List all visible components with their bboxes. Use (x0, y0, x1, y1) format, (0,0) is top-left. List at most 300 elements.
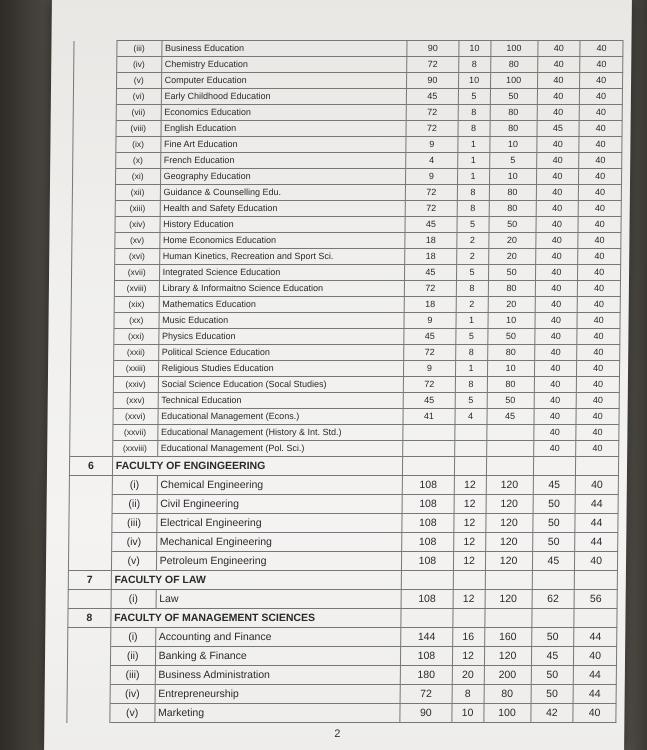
course-number: (xiii) (115, 201, 160, 217)
value-c5: 44 (575, 514, 618, 533)
value-c1: 9 (406, 137, 457, 153)
value-c4: 50 (531, 685, 574, 704)
course-number: (xxvi) (113, 409, 158, 425)
value-c3: 80 (490, 121, 537, 137)
value-c5: 40 (575, 476, 618, 495)
value-c1: 41 (403, 409, 454, 425)
index-cell (74, 73, 117, 89)
index-cell (67, 647, 110, 666)
table-row (74, 41, 623, 57)
document-page (44, 0, 632, 750)
value-c4: 45 (537, 121, 580, 137)
course-name: Music Education (159, 313, 405, 329)
value-c5: 40 (578, 281, 621, 297)
course-name: Fine Art Education (160, 137, 406, 153)
index-cell (70, 393, 113, 409)
admission-quota-table (66, 40, 623, 723)
course-name: Integrated Science Education (159, 265, 405, 281)
course-number: (i) (110, 628, 155, 647)
value-c4: 40 (534, 345, 577, 361)
index-cell (74, 57, 117, 73)
course-name: Educational Management (History & Int. Std.) (157, 425, 403, 441)
value-c2: 4 (454, 409, 486, 425)
course-number: (xxi) (114, 329, 159, 345)
value-c2: 5 (455, 329, 487, 345)
course-number: (xxii) (113, 345, 158, 361)
value-c1: 45 (405, 217, 456, 233)
faculty-name: FACULTY OF ENGINGEERING (112, 457, 403, 476)
value-c2: 20 (452, 666, 484, 685)
value-c5: 40 (577, 345, 620, 361)
value-c1: 72 (406, 105, 457, 121)
value-c2: 5 (456, 217, 488, 233)
value-c1: 72 (400, 685, 451, 704)
course-name: Computer Education (161, 73, 407, 89)
value-c4: 40 (536, 217, 579, 233)
table-row (67, 666, 616, 685)
course-name: Physics Education (158, 329, 404, 345)
table-row (73, 121, 622, 137)
table-row (71, 265, 620, 281)
value-c1: 108 (402, 514, 453, 533)
table-row (67, 704, 616, 723)
value-c1: 180 (400, 666, 451, 685)
value-c2: 1 (457, 137, 489, 153)
empty-cell (403, 457, 454, 476)
course-name: Early Childhood Education (161, 89, 407, 105)
value-c4: 40 (535, 233, 578, 249)
course-name: Political Science Education (158, 345, 404, 361)
index-cell (74, 41, 117, 57)
value-c1 (403, 425, 454, 441)
course-number: (xxiii) (113, 361, 158, 377)
index-cell (67, 666, 110, 685)
table-row (73, 137, 622, 153)
value-c3: 80 (488, 281, 535, 297)
course-number: (i) (112, 476, 157, 495)
index-cell (71, 297, 114, 313)
value-c3: 100 (483, 704, 530, 723)
table-row (72, 217, 621, 233)
course-name: English Education (161, 121, 407, 137)
value-c1: 9 (404, 361, 455, 377)
value-c3: 20 (488, 297, 535, 313)
table-row (69, 495, 618, 514)
course-number: (xix) (114, 297, 159, 313)
index-cell (68, 628, 111, 647)
value-c2: 8 (455, 345, 487, 361)
value-c1: 45 (404, 329, 455, 345)
index-cell (70, 425, 113, 441)
course-name: Business Administration (155, 666, 401, 685)
value-c4: 40 (533, 409, 576, 425)
course-name: Mechanical Engineering (156, 533, 402, 552)
value-c3: 200 (484, 666, 531, 685)
table-row (72, 233, 621, 249)
index-cell (72, 201, 115, 217)
value-c4: 40 (535, 249, 578, 265)
table-row (72, 249, 621, 265)
value-c4: 45 (531, 647, 574, 666)
index-cell (72, 169, 115, 185)
index-cell (71, 281, 114, 297)
course-name: Geography Education (160, 169, 406, 185)
value-c5: 40 (578, 265, 621, 281)
value-c2: 10 (451, 704, 483, 723)
course-number: (iv) (111, 533, 156, 552)
table-row (70, 393, 619, 409)
value-c1: 90 (407, 73, 458, 89)
value-c2: 8 (455, 377, 487, 393)
value-c4: 40 (535, 281, 578, 297)
value-c5: 44 (575, 495, 618, 514)
course-name: Electrical Engineering (156, 514, 402, 533)
table-row (71, 345, 620, 361)
table-row (70, 361, 619, 377)
course-name: Technical Education (158, 393, 404, 409)
course-number: (xxvii) (113, 425, 158, 441)
value-c5: 40 (579, 137, 622, 153)
value-c2: 12 (453, 590, 485, 609)
table-row (70, 425, 619, 441)
value-c2: 8 (458, 57, 490, 73)
index-cell (73, 89, 116, 105)
value-c5: 40 (579, 185, 622, 201)
value-c2 (454, 425, 486, 441)
course-number: (iii) (110, 666, 155, 685)
empty-cell (532, 571, 575, 590)
value-c5: 40 (579, 121, 622, 137)
course-number: (xi) (115, 169, 160, 185)
value-c1: 72 (405, 281, 456, 297)
value-c2: 1 (455, 361, 487, 377)
course-number: (iv) (110, 685, 155, 704)
value-c5: 40 (577, 377, 620, 393)
index-cell (72, 185, 115, 201)
index-cell (73, 105, 116, 121)
value-c3: 80 (489, 185, 536, 201)
course-number: (xvi) (114, 249, 159, 265)
value-c2: 1 (457, 153, 489, 169)
value-c4: 40 (537, 57, 580, 73)
value-c4: 40 (536, 201, 579, 217)
value-c2: 8 (452, 685, 484, 704)
course-name: Mathematics Education (159, 297, 405, 313)
value-c4: 40 (537, 73, 580, 89)
course-name: Human Kinetics, Recreation and Sport Sci. (159, 249, 405, 265)
value-c1: 45 (405, 265, 456, 281)
index-cell (71, 345, 114, 361)
index-cell (72, 249, 115, 265)
table-row (70, 409, 619, 425)
faculty-row (69, 457, 618, 476)
value-c4: 40 (533, 441, 576, 457)
value-c3: 50 (487, 329, 534, 345)
table-row (71, 329, 620, 345)
value-c2: 12 (453, 514, 485, 533)
course-number: (xxv) (113, 393, 158, 409)
table-row (71, 281, 620, 297)
course-number: (iii) (112, 514, 157, 533)
faculty-name: FACULTY OF MANAGEMENT SCIENCES (111, 609, 402, 628)
value-c4: 50 (531, 666, 574, 685)
value-c1: 108 (401, 590, 452, 609)
faculty-name: FACULTY OF LAW (111, 571, 402, 590)
index-cell (69, 495, 112, 514)
table-row (71, 313, 620, 329)
value-c3: 10 (487, 361, 534, 377)
table-row (70, 441, 619, 457)
table-row (72, 185, 621, 201)
course-number: (i) (111, 590, 156, 609)
value-c2: 1 (457, 169, 489, 185)
course-name: Home Economics Education (159, 233, 405, 249)
value-c5: 40 (574, 647, 617, 666)
table-row (69, 533, 618, 552)
empty-cell (531, 609, 574, 628)
faculty-number: 6 (69, 457, 112, 476)
value-c5: 40 (578, 201, 621, 217)
value-c4: 40 (535, 297, 578, 313)
value-c5: 40 (576, 441, 619, 457)
course-number: (v) (111, 552, 156, 571)
value-c3: 5 (489, 153, 536, 169)
course-number: (v) (110, 704, 155, 723)
value-c1: 108 (401, 647, 452, 666)
course-name: Library & Informaitno Science Education (159, 281, 405, 297)
table-row (67, 685, 616, 704)
course-number: (iii) (117, 41, 162, 57)
value-c2: 10 (458, 41, 490, 57)
table-body (67, 41, 623, 723)
value-c3: 50 (487, 393, 534, 409)
course-number: (ii) (110, 647, 155, 666)
value-c2: 5 (456, 265, 488, 281)
value-c5: 56 (574, 590, 617, 609)
value-c3 (486, 441, 533, 457)
value-c4: 50 (533, 495, 576, 514)
table-row (67, 647, 616, 666)
value-c4: 40 (537, 89, 580, 105)
value-c1: 9 (404, 313, 455, 329)
value-c1: 18 (405, 233, 456, 249)
course-name: Chemical Engineering (157, 476, 403, 495)
table-row (70, 377, 619, 393)
course-number: (xxiv) (113, 377, 158, 393)
value-c5: 40 (579, 169, 622, 185)
value-c3: 10 (489, 137, 536, 153)
value-c3: 120 (486, 495, 533, 514)
empty-cell (533, 457, 576, 476)
value-c5: 40 (580, 73, 623, 89)
course-name: Educational Management (Pol. Sci.) (157, 441, 403, 457)
index-cell (73, 137, 116, 153)
course-name: Marketing (154, 704, 400, 723)
value-c5: 40 (576, 425, 619, 441)
value-c3: 10 (488, 313, 535, 329)
value-c5: 40 (580, 41, 623, 57)
table-row (74, 73, 623, 89)
value-c2: 8 (457, 185, 489, 201)
value-c5: 40 (577, 297, 620, 313)
value-c2: 8 (457, 121, 489, 137)
course-number: (xvii) (114, 265, 159, 281)
value-c1: 108 (402, 533, 453, 552)
index-cell (72, 233, 115, 249)
value-c5: 40 (573, 704, 616, 723)
value-c5: 40 (576, 409, 619, 425)
value-c2: 2 (456, 249, 488, 265)
value-c3: 80 (484, 685, 531, 704)
value-c3: 50 (488, 265, 535, 281)
value-c5: 40 (577, 361, 620, 377)
index-cell (73, 153, 116, 169)
course-number: (iv) (116, 57, 161, 73)
course-number: (ix) (116, 137, 161, 153)
faculty-number: 7 (68, 571, 111, 590)
course-number: (vii) (116, 105, 161, 121)
empty-cell (576, 457, 619, 476)
value-c4: 40 (535, 265, 578, 281)
value-c1: 72 (405, 201, 456, 217)
empty-cell (574, 609, 617, 628)
course-name: Accounting and Finance (155, 628, 401, 647)
value-c2: 2 (456, 297, 488, 313)
empty-cell (452, 609, 484, 628)
value-c5: 40 (576, 393, 619, 409)
course-number: (viii) (116, 121, 161, 137)
value-c1: 108 (402, 552, 453, 571)
course-number: (xii) (115, 185, 160, 201)
index-cell (67, 704, 110, 723)
value-c1: 4 (406, 153, 457, 169)
value-c4: 40 (534, 361, 577, 377)
value-c3: 20 (488, 233, 535, 249)
index-cell (69, 476, 112, 495)
value-c5: 40 (578, 249, 621, 265)
table-row (72, 169, 621, 185)
value-c2: 12 (454, 495, 486, 514)
value-c3: 80 (490, 57, 537, 73)
value-c3: 50 (490, 89, 537, 105)
value-c4: 50 (532, 514, 575, 533)
faculty-row (68, 571, 617, 590)
value-c2: 8 (456, 281, 488, 297)
value-c3: 120 (485, 533, 532, 552)
table-row (73, 153, 622, 169)
course-name: Health and Safety Education (160, 201, 406, 217)
empty-cell (401, 571, 452, 590)
empty-cell (486, 457, 533, 476)
value-c2: 12 (452, 647, 484, 666)
value-c4: 40 (536, 169, 579, 185)
value-c3: 10 (489, 169, 536, 185)
value-c1: 45 (407, 89, 458, 105)
course-number: (ii) (112, 495, 157, 514)
table-row (72, 201, 621, 217)
value-c1: 72 (404, 377, 455, 393)
value-c4: 40 (536, 153, 579, 169)
value-c1: 144 (401, 628, 452, 647)
value-c3: 80 (490, 105, 537, 121)
faculty-number: 8 (68, 609, 111, 628)
value-c3: 160 (484, 628, 531, 647)
index-cell (70, 409, 113, 425)
value-c4: 40 (537, 105, 580, 121)
value-c2 (454, 441, 486, 457)
value-c4: 40 (534, 329, 577, 345)
index-cell (68, 552, 111, 571)
value-c4: 40 (536, 185, 579, 201)
empty-cell (485, 571, 532, 590)
value-c3: 45 (487, 409, 534, 425)
value-c2: 8 (457, 201, 489, 217)
course-number: (v) (116, 73, 161, 89)
index-cell (72, 217, 115, 233)
value-c5: 40 (577, 329, 620, 345)
value-c1: 18 (405, 249, 456, 265)
table-row (68, 552, 617, 571)
table-row (69, 476, 618, 495)
value-c2: 16 (452, 628, 484, 647)
value-c5: 40 (578, 217, 621, 233)
course-name: Religious Studies Education (158, 361, 404, 377)
value-c2: 5 (458, 89, 490, 105)
table-row (68, 628, 617, 647)
index-cell (69, 514, 112, 533)
course-number: (xxviii) (112, 441, 157, 457)
value-c3: 120 (484, 647, 531, 666)
course-number: (vi) (116, 89, 161, 105)
course-name: Entrepreneurship (155, 685, 401, 704)
index-cell (70, 361, 113, 377)
value-c3: 120 (486, 476, 533, 495)
value-c4: 40 (534, 393, 577, 409)
value-c2: 10 (458, 73, 490, 89)
value-c2: 12 (454, 476, 486, 495)
value-c1: 90 (400, 704, 451, 723)
value-c2: 12 (453, 533, 485, 552)
table-row (71, 297, 620, 313)
value-c3: 100 (490, 41, 537, 57)
course-name: History Education (160, 217, 406, 233)
value-c4: 45 (532, 552, 575, 571)
value-c5: 40 (580, 57, 623, 73)
value-c5: 40 (579, 153, 622, 169)
value-c3: 80 (489, 201, 536, 217)
value-c3: 120 (485, 590, 532, 609)
value-c3: 80 (487, 345, 534, 361)
value-c1: 108 (402, 495, 453, 514)
value-c5: 44 (574, 628, 617, 647)
value-c5: 40 (575, 552, 618, 571)
value-c3: 20 (488, 249, 535, 265)
value-c1: 90 (407, 41, 458, 57)
value-c1: 9 (406, 169, 457, 185)
empty-cell (574, 571, 617, 590)
course-name: French Education (160, 153, 406, 169)
empty-cell (454, 457, 486, 476)
value-c3: 120 (485, 514, 532, 533)
value-c1: 72 (407, 57, 458, 73)
course-name: Civil Engineering (157, 495, 403, 514)
course-number: (xiv) (115, 217, 160, 233)
value-c5: 44 (575, 533, 618, 552)
value-c4: 40 (537, 41, 580, 57)
value-c3: 50 (489, 217, 536, 233)
table-row (69, 514, 618, 533)
table-row (73, 89, 622, 105)
